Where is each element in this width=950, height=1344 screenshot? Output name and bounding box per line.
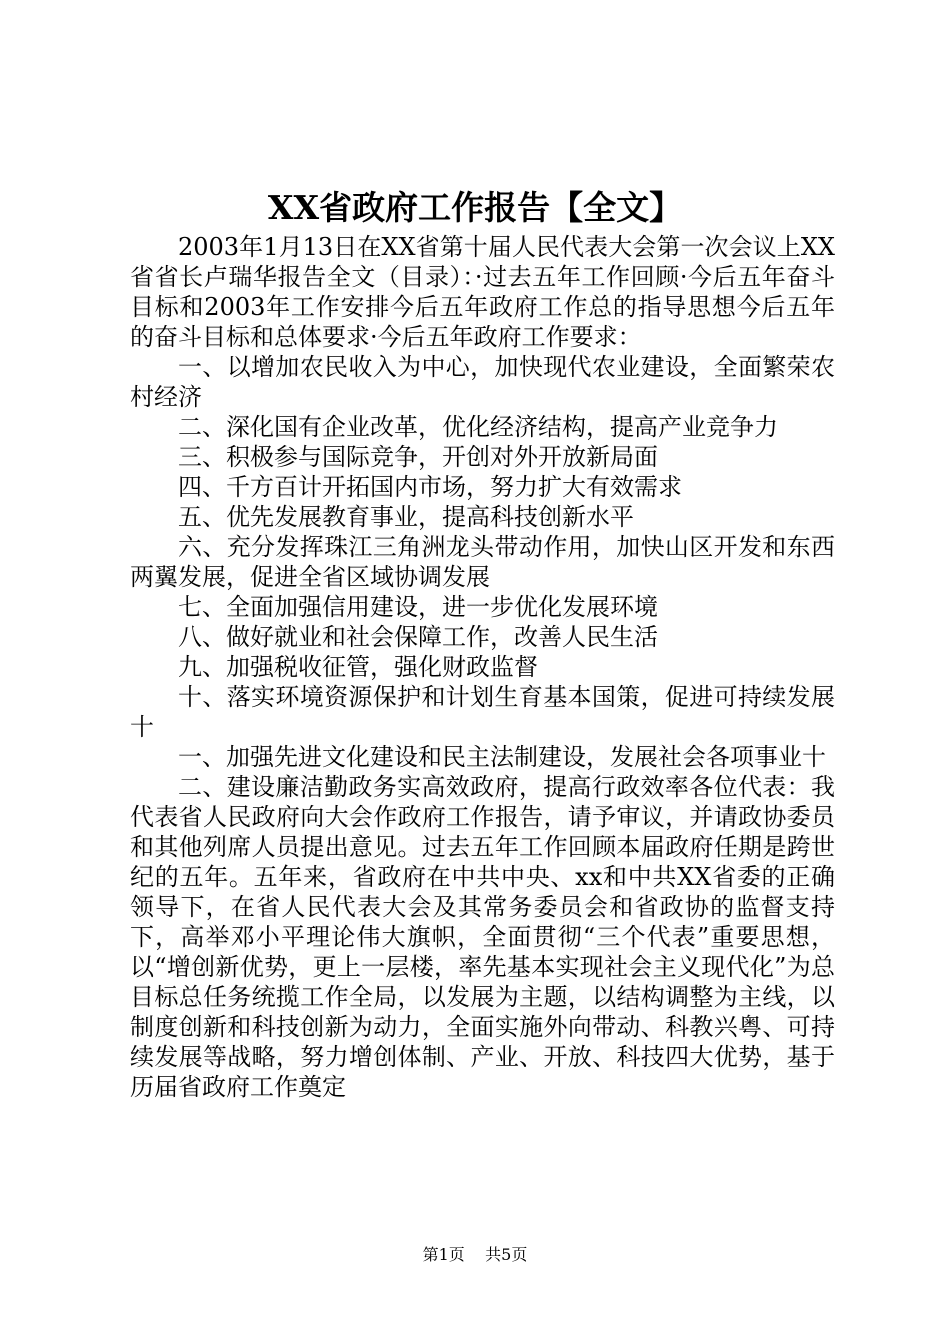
paragraph-item-12: 二、建设廉洁勤政务实高效政府，提高行政效率各位代表：我代表省人民政府向大会作政府工作报告，请予审议，并请政协委员和其他列席人员提出意见。过去五年工作回顾本届政府任期是跨世纪的五年。五年来，省政府在中共中央、xx和中共XX省委的正确领导下，在省人民代表大会及其常务委员会和省政协的监督支持下，高举邓小平理论伟大旗帜，全面贯彻“三个代表”重要思想，以“增创新优势，更上一层楼，率先基本实现社会主义现代化”为总目标总任务统揽工作全局，以发展为主题，以结构调整为主线，以制度创新和科技创新为动力，全面实施外向带动、科教兴粤、可持续发展等战略，努力增创体制、产业、开放、科技四大优势，基于历届省政府工作奠定 bbox=[130, 773, 835, 1101]
paragraph-intro: 2003年1月13日在XX省第十届人民代表大会第一次会议上XX省省长卢瑞华报告全文（目录）：·过去五年工作回顾·今后五年奋斗目标和2003年工作安排今后五年政府工作总的指导思想今后五年的奋斗目标和总体要求·今后五年政府工作要求： bbox=[130, 233, 835, 351]
paragraph-item-8: 八、做好就业和社会保障工作，改善人民生活 bbox=[178, 623, 658, 651]
paragraph-item-2: 二、深化国有企业改革，优化经济结构，提高产业竞争力 bbox=[178, 413, 778, 441]
paragraph-item-5: 五、优先发展教育事业，提高科技创新水平 bbox=[178, 503, 634, 531]
paragraph-item-9: 九、加强税收征管，强化财政监督 bbox=[178, 653, 538, 681]
paragraph-item-6: 六、充分发挥珠江三角洲龙头带动作用，加快山区开发和东西两翼发展，促进全省区域协调发展 bbox=[130, 533, 835, 591]
paragraph-item-4: 四、千方百计开拓国内市场，努力扩大有效需求 bbox=[178, 473, 682, 501]
document-title: XX省政府工作报告【全文】 bbox=[267, 188, 683, 227]
page-total: 共5页 bbox=[485, 1245, 528, 1264]
paragraph-item-10: 十、落实环境资源保护和计划生育基本国策，促进可持续发展十 bbox=[130, 683, 835, 741]
paragraph-item-1: 一、以增加农民收入为中心，加快现代农业建设，全面繁荣农村经济 bbox=[130, 353, 835, 411]
page-footer bbox=[0, 1244, 950, 1266]
document-body bbox=[130, 232, 835, 1102]
paragraph-item-7: 七、全面加强信用建设，进一步优化发展环境 bbox=[178, 593, 658, 621]
paragraph-item-11: 一、加强先进文化建设和民主法制建设，发展社会各项事业十 bbox=[178, 743, 826, 771]
paragraph-item-3: 三、积极参与国际竞争，开创对外开放新局面 bbox=[178, 443, 658, 471]
page-number: 第1页 bbox=[422, 1245, 465, 1264]
footer-spacer bbox=[470, 1245, 480, 1264]
